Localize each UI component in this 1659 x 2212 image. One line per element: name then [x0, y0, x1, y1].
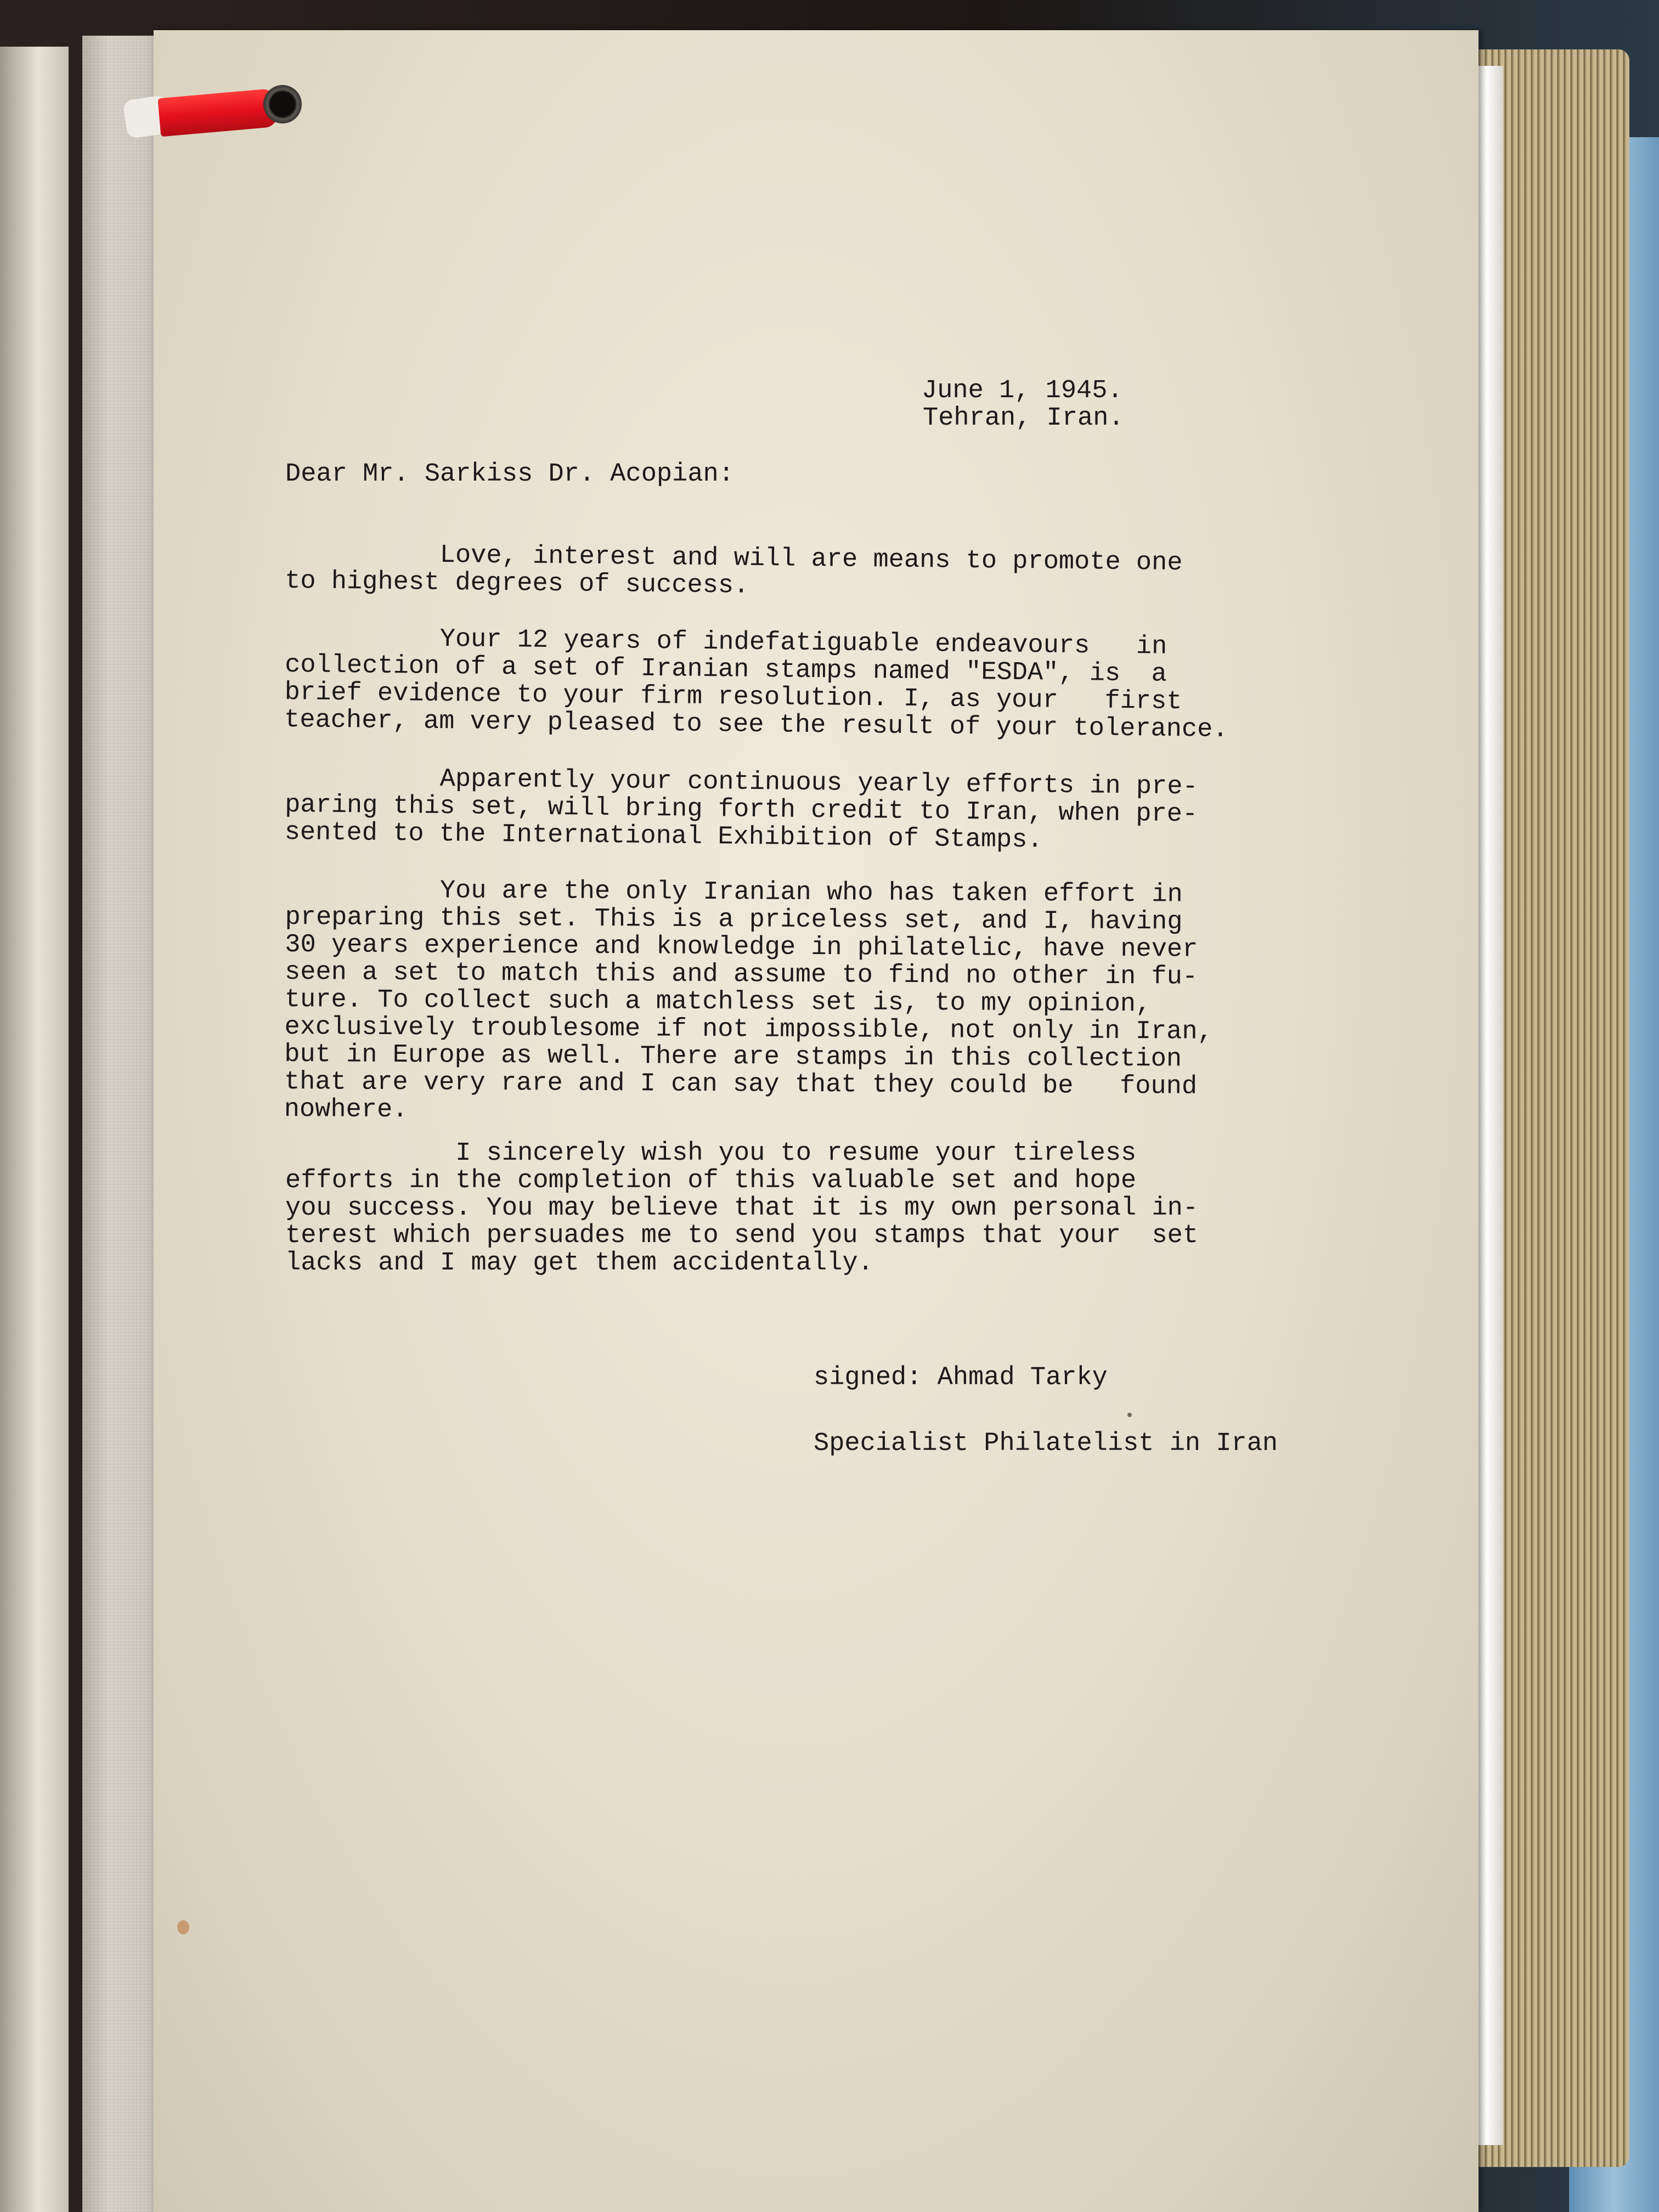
- letter-paragraph-5: I sincerely wish you to resume your tireless efforts in the completion of this valuable set and hope you success. You may believe that it is my own personal in- terest which persuades me to send you stamps that your set lacks and I may get them accidentally.: [285, 1139, 1199, 1278]
- letter-dateline: [922, 377, 1124, 432]
- binder-grommet-hole: [263, 85, 302, 123]
- letter-date: June 1, 1945.: [922, 376, 1123, 405]
- facing-page-edge: [0, 47, 69, 2212]
- paper-stain: [177, 1920, 189, 1934]
- signature-line: signed: Ahmad Tarky: [814, 1363, 1108, 1392]
- letter-paragraph-2: Your 12 years of indefatiguable endeavours in collection of a set of Iranian stamps named "ESDA", is a brief evidence to your firm resolution. I, as your first teacher, am very pleased to see the result of your tolerance.: [284, 623, 1228, 745]
- letter-paragraph-4: You are the only Iranian who has taken effort in preparing this set. This is a priceless set, and I, having 30 years experience and knowledge in philatelic, have never seen a set to match this and assume to find no other in fu- ture. To collect such a matchless set is, to my opinion, exclusively troublesome if not impossible, not only in Iran, but in Europe as well. There are stamps in this collection that are very rare and I can say that they could be found nowhere.: [284, 876, 1213, 1125]
- signatory-title: Specialist Philatelist in Iran: [814, 1429, 1278, 1458]
- letter-place: Tehran, Iran.: [923, 404, 1124, 433]
- ink-speck: [1127, 1413, 1132, 1417]
- letter-paragraph-1: Love, interest and will are means to promote one to highest degrees of success.: [284, 539, 1183, 601]
- letter-salutation: Dear Mr. Sarkiss Dr. Acopian:: [285, 460, 734, 489]
- letter-paragraph-3: Apparently your continuous yearly efforts in pre- paring this set, will bring forth credit to Iran, when pre- sented to the International Exhibition of Stamps.: [284, 763, 1199, 855]
